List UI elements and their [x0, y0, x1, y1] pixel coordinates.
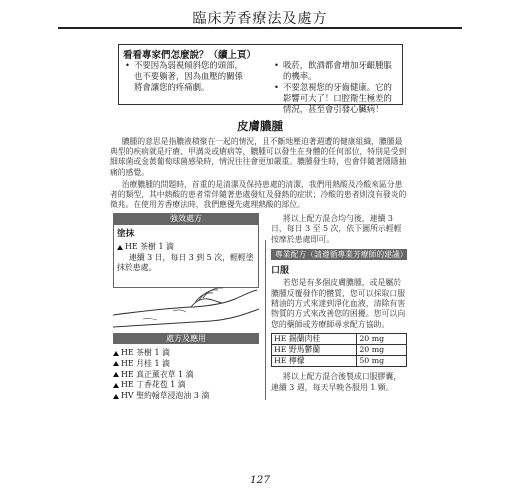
- oil-line: HV 聖約翰草浸泡油 3 滴: [113, 391, 259, 402]
- treatment-header: 處方及應用: [113, 333, 259, 344]
- section-title: 皮膚膿腫: [237, 119, 283, 133]
- drop-icon: [113, 351, 119, 356]
- page-number: 127: [249, 474, 271, 486]
- tip-text: 吸菸，飲酒都會增加牙齦腫脹的機率。: [283, 60, 392, 81]
- oil-line: HE 茶樹 1 滴: [113, 348, 259, 359]
- drop-icon: [117, 245, 123, 250]
- table-row: HE 檸檬 50 mg: [272, 356, 407, 367]
- strong-formula-box: [113, 213, 259, 288]
- expert-tips-box: [118, 44, 403, 114]
- oil-line: HE 真正薰衣草 1 滴: [113, 370, 259, 381]
- tips-title: 看看專家們怎麼說？（續上頁）: [123, 50, 257, 61]
- oil-line: HE 茶樹 1 滴: [114, 242, 258, 253]
- table-row: HE 錫蘭肉桂 20 mg: [272, 334, 407, 345]
- bullet: •: [274, 60, 279, 70]
- tip-item: [274, 82, 396, 115]
- tips-left-column: [125, 60, 250, 93]
- oral-formula-table: [271, 333, 407, 367]
- tip-text: 不要因為弱視傾斜您的頭部，也不要躺著，因為血壓的關係將會讓您的疼痛劇。: [134, 60, 243, 92]
- drop-icon: [113, 372, 119, 377]
- bullet: •: [274, 82, 279, 92]
- oil-list: [113, 344, 259, 402]
- tips-right-column: [274, 60, 396, 115]
- drop-icon: [113, 383, 119, 388]
- tip-text: 不要忽視您的牙齒健康。它的影響可大了！口腔衛生極差的情況，甚至會引發心臟病！: [283, 82, 392, 114]
- drop-icon: [113, 361, 119, 366]
- oil-line: HE 月桂 1 滴: [113, 359, 259, 370]
- professional-formula-bar: 專業配方（請遵循專業芳療師的建議）: [271, 249, 407, 260]
- treatment-paragraph: 治療膿腫的問題時，首重的是清潔及保持患處的清潔，我們用熱酸及冷酸來區分患者的類型，其中熱酸的患者常伴隨著患處發紅及發熱的症狀；冷酸的患者則沒有發炎的徵兆。在使用芳香療法時，我們應優先處理熱酸的部位。: [110, 180, 407, 210]
- tip-item: [125, 60, 250, 93]
- strong-formula-body: [113, 224, 259, 288]
- running-header: 臨床芳香療法及處方: [192, 11, 328, 27]
- bullet: •: [125, 60, 130, 70]
- application-method: 塗抹: [117, 229, 135, 239]
- right-column: [271, 214, 407, 393]
- strong-formula-header: 強效處方: [113, 213, 259, 224]
- intro-paragraph: 膿腫的意思是指膿液積聚在一起的情況，且不斷地壓迫著週遭的健康組織，膿腫最典型的疾病就是疔瘡、甲溝炎或瘡病等，膿腫可以發生在身體的任何部位，特別是受到細球菌或金黃葡萄球菌感染時，情況往往會更加嚴重。膿腫發生時，也會伴隨著隱隱抽痛的感覺。: [110, 137, 407, 177]
- dosage-paragraph: 將以上配方混合後製成口服膠囊，連續 3 週，每天早晚各服用 1 顆。: [271, 372, 402, 392]
- column-divider: [265, 240, 266, 400]
- oral-heading: 口服: [271, 266, 290, 277]
- oral-paragraph: 若您是有多個皮膚膿腫，或是屬於膿腫反覆發作的體質，您可以採取口服精油的方式來達到淨化血液，清除有害物質的方式來改善您的困擾。您可以向您的藥師或芳療師尋求配方協助。: [271, 278, 406, 329]
- table-row: HE 野馬鬱蘭 20 mg: [272, 345, 407, 356]
- tip-item: [274, 60, 396, 82]
- application-desc: 連續 3 日，每日 3 到 5 次，輕輕塗抹於患處。: [117, 252, 254, 272]
- oil-line: HE 丁香花苞 1 滴: [113, 380, 259, 391]
- drop-icon: [113, 394, 119, 399]
- hand-massage-illustration: [113, 281, 259, 331]
- treatment-box: [113, 333, 259, 402]
- usage-paragraph: 將以上配方混合均勻後，連續 3 日，每日 3 至 5 次，依下圖所示輕輕按摩於患處即可。: [271, 214, 402, 244]
- header-rule: [58, 27, 462, 29]
